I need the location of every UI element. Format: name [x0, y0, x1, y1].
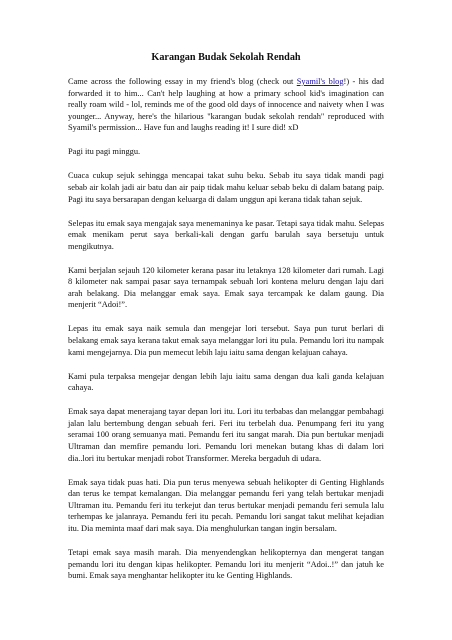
- essay-paragraph: Cuaca cukup sejuk sehingga mencapai takat suhu beku. Sebab itu saya tidak mandi pagi sebab air kolah jadi air batu dan air paip tidak mahu keluar sebab beku di dalam batang paip. Pagi itu saya bersarapan dengan keluarga di dalam unggun api kerana tidak tahan sejuk.: [68, 171, 384, 204]
- essay-paragraph: Pagi itu pagi minggu.: [68, 147, 141, 157]
- document-title: Karangan Budak Sekolah Rendah: [151, 52, 301, 63]
- essay-paragraph: Kami berjalan sejauh 120 kilometer kerana pasar itu letaknya 128 kilometer dari rumah. Lagi 8 kilometer nak sampai pasar saya ternampak sebuah lori kontena meluru dengan laju dari arah belakang. Dia melanggar emak saya. Emak saya tercampak ke dalam gaung. Dia menjerit “Adoi!”.: [68, 265, 384, 310]
- essay-paragraph: Kami pula terpaksa mengejar dengan lebih laju iaitu sama dengan dua kali ganda kelajuan cahaya.: [68, 371, 384, 393]
- essay-paragraph: Emak saya dapat menerajang tayar depan lori itu. Lori itu terbabas dan melanggar pembahagi jalan lalu bertembung dengan sebuah feri. Feri itu terbelah dua. Penumpang feri itu yang seramai 100 orang semuanya mati. Pemandu feri itu sangat marah. Dia pun bertukar menjadi Ultraman dan memfire pemandu lori. Pemandu lori menekan butang khas di dalam lori dia..lori itu bertukar menjadi robot Transformer. Mereka bergaduh di udara.: [68, 407, 384, 463]
- essay-paragraph: Lepas itu emak saya naik semula dan mengejar lori tersebut. Saya pun turut berlari di belakang emak saya kerana takut emak saya melanggar lori itu pula. Pemandu lori itu nampak kami mengejarnya. Dia pun memecut lebih laju iaitu sama dengan kelajuan cahaya.: [68, 324, 384, 357]
- intro-text-before-link: Came across the following essay in my friend's blog (check out: [68, 77, 297, 86]
- intro-text-after-link: !) - his dad forwarded it to him... Can't help laughing at how a primary school kid's imagination can really roam wild - lol, reminds me of the good old days of innocence and naivety when I was younger... Anyway, here's the hilarious "karangan budak sekolah rendah" reproduced with Syamil's permission... Have fun and laughs reading it! I sure did! xD: [68, 77, 384, 133]
- essay-paragraph: Emak saya tidak puas hati. Dia pun terus menyewa sebuah helikopter di Genting Highlands dan terus ke tempat kemalangan. Dia melanggar pemandu feri yang telah bertukar menjadi Ultraman itu. Pemandu feri itu terkejut dan terus bertukar menjadi pemandu feri semula lalu terhempas ke jalanraya. Pemandu feri itu pecah. Pemandu lori sangat takut melihat kejadian itu. Dia meminta maaf dari mak saya. Dia menghulurkan tangan ingin bersalam.: [68, 477, 384, 533]
- essay-paragraph: Tetapi emak saya masih marah. Dia menyendengkan helikopternya dan mengerat tangan pemandu lori itu dengan kipas helikopter. Pemandu lori itu menjerit “Adoi..!” dan jatuh ke bumi. Emak saya menghantar helikopter itu ke Genting Highlands.: [68, 547, 384, 581]
- essay-paragraph: Selepas itu emak saya mengajak saya menemaninya ke pasar. Tetapi saya tidak mahu. Selepas emak menikam perut saya berkali-kali dengan garfu barulah saya bersetuju untuk mengikutnya.: [68, 218, 384, 251]
- syamil-blog-link[interactable]: Syamil's blog: [296, 77, 344, 86]
- intro-paragraph: [68, 76, 384, 134]
